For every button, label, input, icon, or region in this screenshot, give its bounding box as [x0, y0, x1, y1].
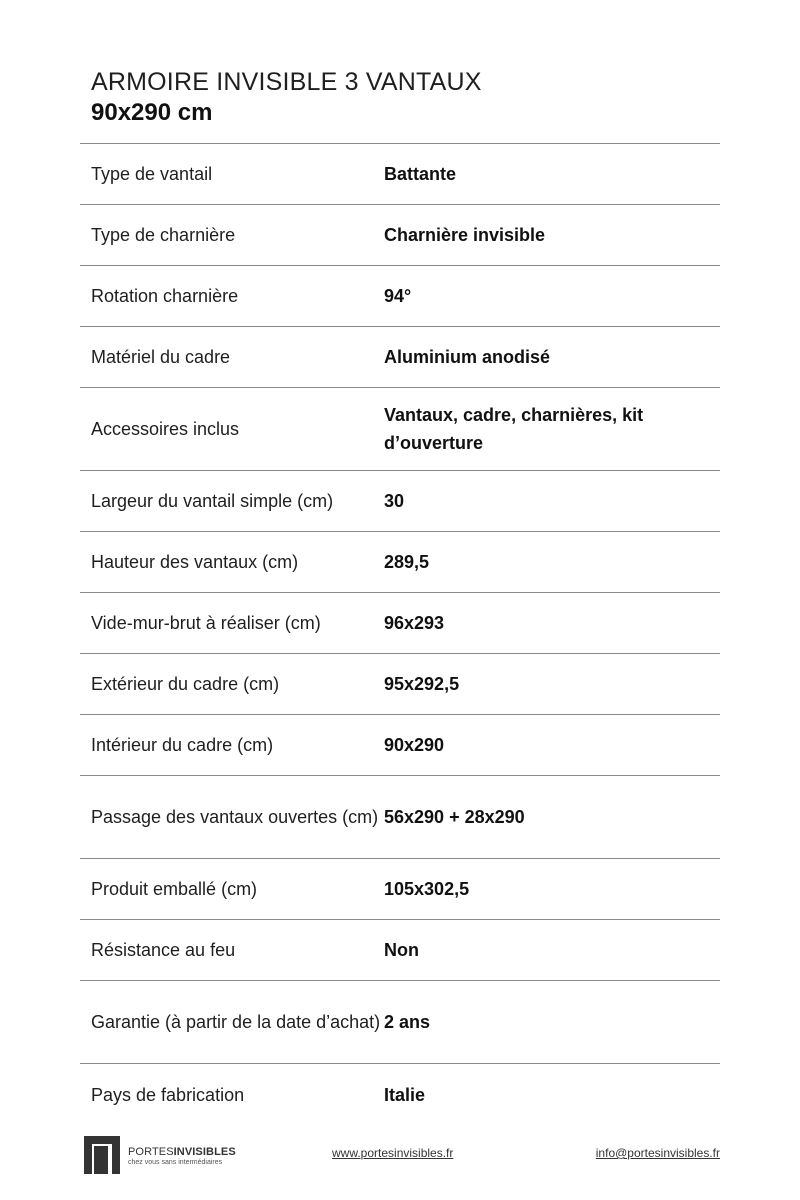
- spec-value: 95x292,5: [384, 674, 460, 694]
- spec-label: Type de charnière: [91, 225, 236, 245]
- spec-value: Battante: [384, 164, 457, 184]
- table-row: [80, 981, 720, 1064]
- spec-value: Non: [384, 940, 419, 960]
- spec-label: Matériel du cadre: [91, 347, 231, 367]
- spec-value: 94°: [384, 286, 412, 306]
- table-row: [80, 715, 720, 776]
- table-row: [80, 388, 720, 471]
- door-logo-icon: [84, 1136, 120, 1174]
- table-row: [80, 471, 720, 532]
- spec-label: Vide-mur-brut à réaliser (cm): [91, 613, 321, 633]
- spec-label: Type de vantail: [91, 164, 213, 184]
- brand-text: [128, 1146, 236, 1168]
- spec-label: Accessoires inclus: [91, 419, 240, 439]
- spec-value: 2 ans: [384, 1012, 431, 1032]
- table-row: [80, 776, 720, 859]
- spec-label: Hauteur des vantaux (cm): [91, 552, 299, 572]
- table-row: [80, 859, 720, 920]
- spec-value: 96x293: [384, 613, 445, 633]
- spec-label: Garantie (à partir de la date d’achat): [91, 1012, 381, 1032]
- page-title: [91, 66, 482, 128]
- spec-label: Rotation charnière: [91, 286, 239, 306]
- spec-value: 289,5: [384, 552, 430, 572]
- email-link[interactable]: info@portesinvisibles.fr: [595, 1146, 720, 1160]
- brand-name-part2: INVISIBLES: [173, 1146, 236, 1158]
- spec-label: Produit emballé (cm): [91, 879, 258, 899]
- spec-value: 90x290: [384, 735, 445, 755]
- spec-value: 56x290 + 28x290: [384, 807, 525, 827]
- table-row: [80, 1064, 720, 1125]
- spec-value: Vantaux, cadre, charnières, kit d’ouverture: [384, 405, 644, 453]
- product-title: ARMOIRE INVISIBLE 3 VANTAUX: [91, 68, 482, 96]
- spec-value: 105x302,5: [384, 879, 470, 899]
- table-row: [80, 205, 720, 266]
- product-dimensions: 90x290 cm: [91, 99, 213, 126]
- spec-value: Charnière invisible: [384, 225, 546, 245]
- table-row: [80, 532, 720, 593]
- page-footer: [0, 1134, 800, 1184]
- spec-label: Intérieur du cadre (cm): [91, 735, 274, 755]
- brand-name-part1: PORTES: [128, 1146, 174, 1158]
- spec-label: Résistance au feu: [91, 940, 236, 960]
- website-link[interactable]: www.portesinvisibles.fr: [332, 1146, 454, 1160]
- table-row: [80, 920, 720, 981]
- spec-label: Largeur du vantail simple (cm): [91, 491, 334, 511]
- spec-value: Aluminium anodisé: [384, 347, 551, 367]
- spec-label: Passage des vantaux ouvertes (cm): [91, 807, 379, 827]
- spec-value: Italie: [384, 1084, 426, 1105]
- table-row: [80, 654, 720, 715]
- table-row: [80, 327, 720, 388]
- brand-name: [128, 1146, 236, 1158]
- brand-logo: [84, 1136, 236, 1174]
- table-row: [80, 593, 720, 654]
- spec-label: Pays de fabrication: [91, 1084, 245, 1105]
- spec-table: [80, 143, 720, 1125]
- table-row: [80, 144, 720, 205]
- table-row: [80, 266, 720, 327]
- spec-value: 30: [384, 491, 405, 511]
- brand-tagline: chez vous sans intermédiaires: [128, 1159, 223, 1166]
- spec-label: Extérieur du cadre (cm): [91, 674, 280, 694]
